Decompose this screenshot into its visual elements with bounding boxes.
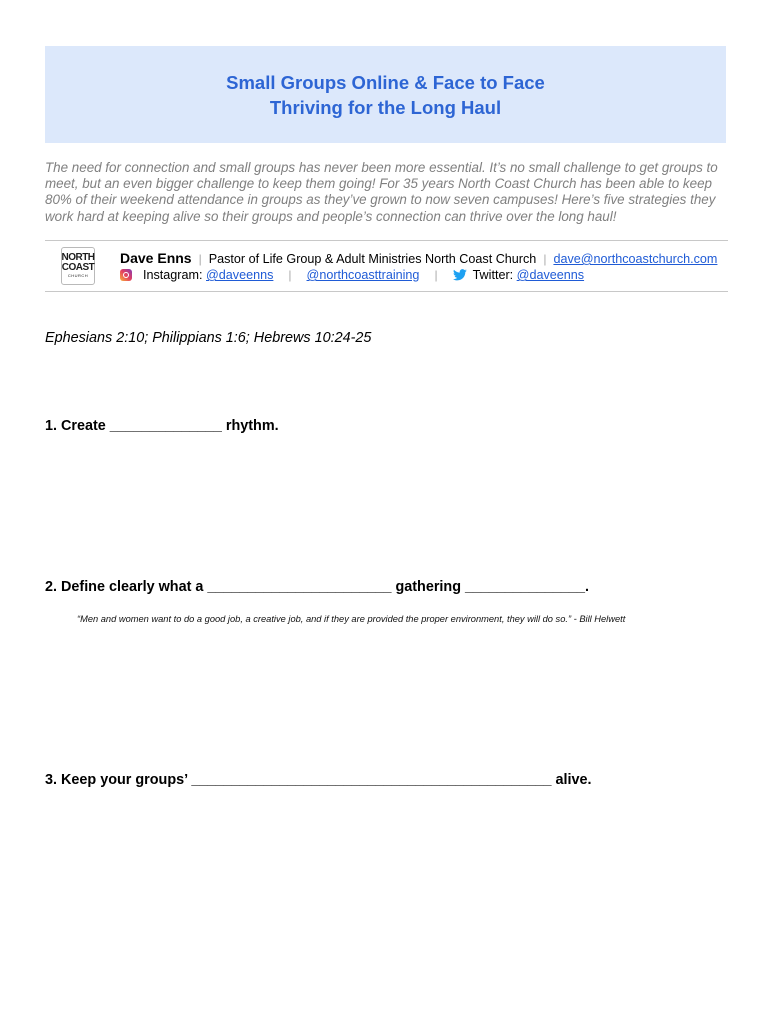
speaker-row-1: [120, 250, 717, 266]
speaker-info: [45, 240, 728, 292]
speaker-role: Pastor of Life Group & Adult Ministries North Coast Church: [208, 252, 537, 266]
instagram-icon: [120, 269, 132, 281]
title-line-1: Small Groups Online & Face to Face: [226, 71, 545, 93]
separator: |: [198, 252, 202, 266]
twitter-icon: [453, 269, 467, 281]
separator: |: [543, 252, 547, 266]
twitter-link[interactable]: @daveenns: [516, 268, 585, 282]
email-link[interactable]: dave@northcoastchurch.com: [553, 252, 718, 266]
training-link[interactable]: @northcoasttraining: [306, 268, 420, 282]
point-1: 1. Create ______________ rhythm.: [45, 418, 279, 434]
speaker-name: Dave Enns: [120, 250, 192, 266]
instagram-label: Instagram:: [143, 268, 203, 282]
instagram-link[interactable]: @daveenns: [206, 268, 274, 282]
intro-paragraph: The need for connection and small groups has never been more essential. It’s no small challenge to get groups to meet, but an even bigger challenge to keep them going! For 35 years North Coast Church has been able to keep 80% of their weekend attendance in groups as they’ve grown to now seven campuses! Here’s five strategies they work hard at keeping alive so their groups and people’s connection can thrive over the long haul!: [45, 160, 718, 224]
title-line-2: Thriving for the Long Haul: [269, 96, 502, 118]
separator: |: [434, 268, 438, 282]
logo-line-3: CHURCH: [67, 273, 89, 278]
logo-line-1: NORTH: [61, 252, 95, 263]
logo-line-2: COAST: [61, 262, 95, 273]
twitter-label: Twitter:: [472, 268, 514, 282]
speaker-row-2: [120, 268, 584, 282]
quote: “Men and women want to do a good job, a creative job, and if they are provided the proper environment, they will do so.” - Bill Helwett: [77, 614, 626, 624]
scripture-references: Ephesians 2:10; Philippians 1:6; Hebrews 10:24-25: [45, 330, 372, 346]
point-2: 2. Define clearly what a _______________________ gathering _______________.: [45, 579, 590, 595]
separator: |: [288, 268, 292, 282]
point-3: 3. Keep your groups’ _____________________________________________ alive.: [45, 772, 592, 788]
north-coast-logo: [61, 247, 95, 285]
title-banner: [45, 46, 726, 143]
